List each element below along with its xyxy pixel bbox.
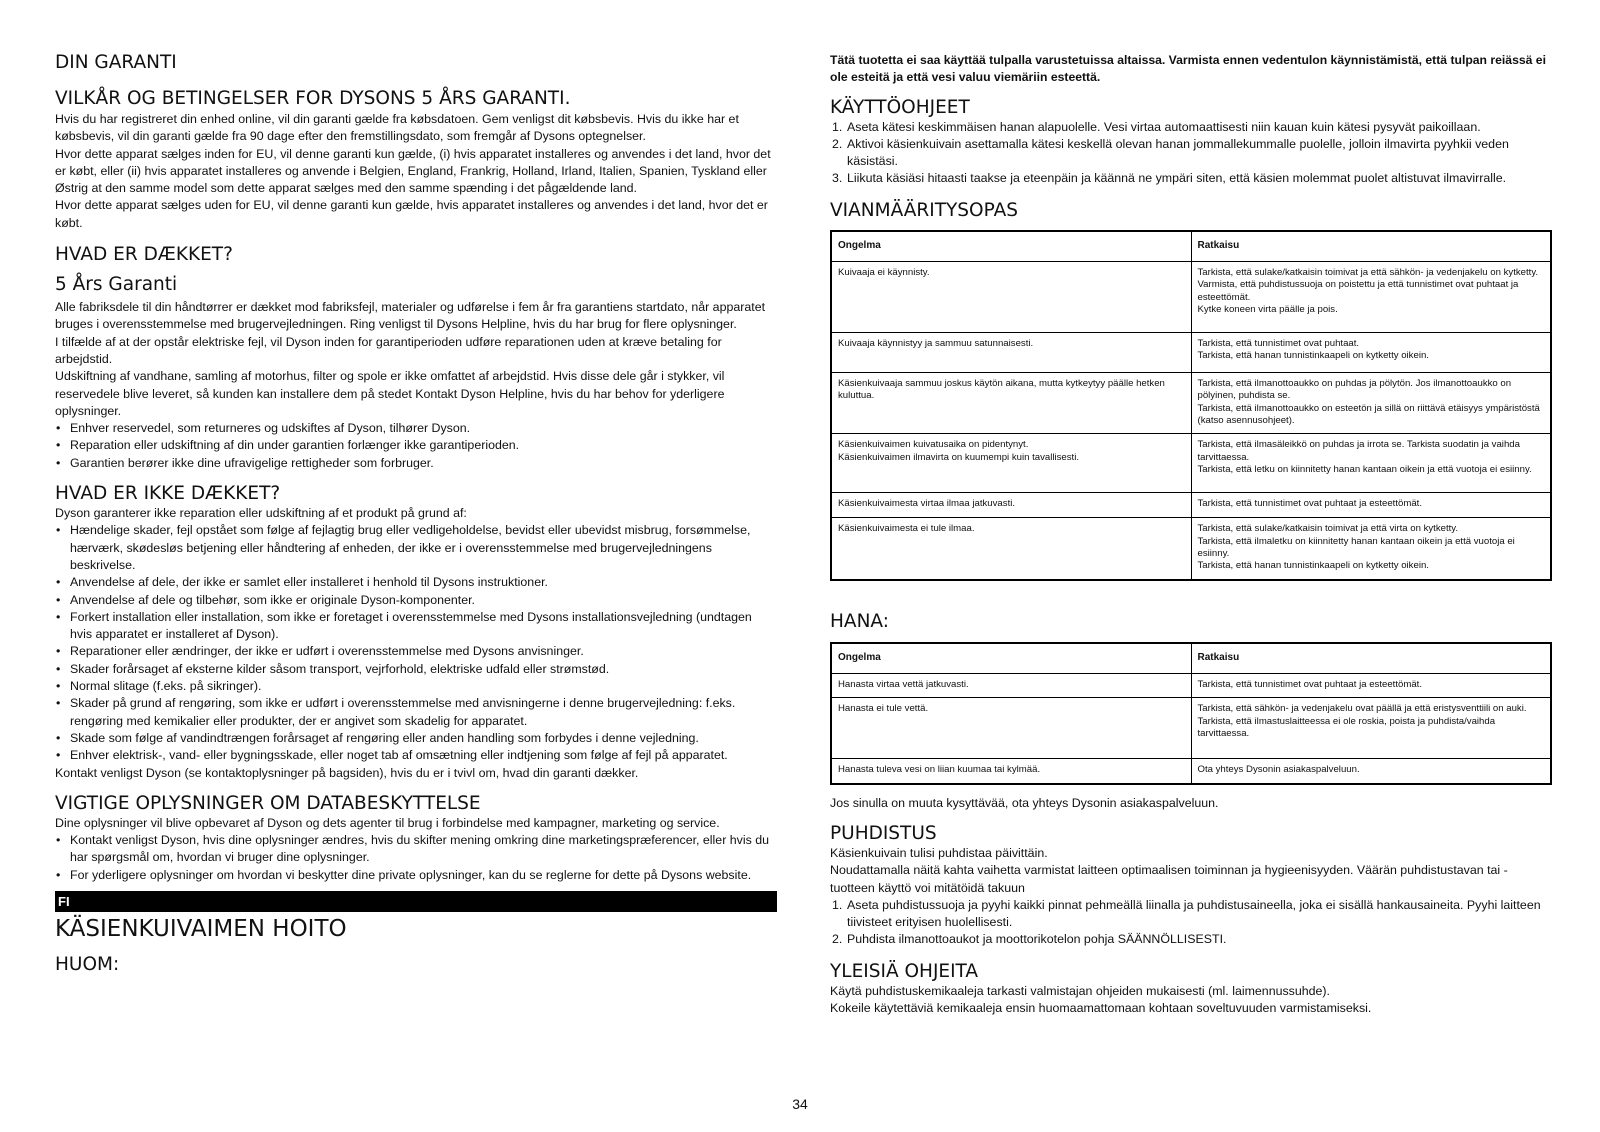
table-row (831, 373, 1551, 434)
header-problem: Ongelma (831, 643, 1191, 674)
not-covered-list (55, 522, 777, 764)
language-bar (55, 891, 777, 912)
table-row (831, 493, 1551, 518)
list-item: • Kontakt venligst Dyson, hvis dine oplysninger ændres, hvis du skifter mening omkring dine marketingspræferencer, eller hvis du har spørgsmål om, hvordan vi bruger dine oplysninger. (55, 832, 777, 867)
header-solution: Ratkaisu (1191, 643, 1551, 674)
usage-title: KÄYTTÖOHJEET (830, 96, 970, 118)
contact-text: Jos sinulla on muuta kysyttävää, ota yhteys Dysonin asiakaspalveluun. (830, 795, 1219, 810)
list-item: 1. Aseta puhdistussuoja ja pyyhi kaikki pinnat pehmeällä liinalla ja puhdistusaineella, joka ei sisällä hankausaineita. Pyyhi laitteen tiivisteet erityisen huolellisesti. (832, 897, 1541, 930)
five-year-title: 5 Års Garanti (55, 274, 178, 296)
list-item: • Reparationer eller ændringer, der ikke er udført i overensstemmelse med Dysons anvisninger. (55, 643, 777, 660)
solution-cell: Ota yhteys Dysonin asiakaspalveluun. (1191, 759, 1551, 784)
not-covered-outro: Kontakt venligst Dyson (se kontaktoplysninger på bagsiden), hvis du er i tvivl om, hvad din garanti dækker. (55, 765, 639, 780)
problem-cell: Hanasta virtaa vettä jatkuvasti. (831, 674, 1191, 698)
cleaning-title: PUHDISTUS (830, 822, 937, 844)
table-row (831, 759, 1551, 784)
list-item: • Enhver elektrisk-, vand- eller bygningsskade, eller noget tab af omsætning eller indtjening som følge af fejl på apparatet. (55, 747, 777, 764)
list-item: • Anvendelse af dele, der ikke er samlet eller installeret i henhold til Dysons instruktioner. (55, 574, 777, 591)
troubleshoot-title: VIANMÄÄRITYSOPAS (830, 199, 1018, 221)
terms-title: VILKÅR OG BETINGELSER FOR DYSONS 5 ÅRS GARANTI. (55, 88, 571, 109)
terms-paragraph-1: Hvis du har registreret din enhed online, vil din garanti gælde fra købsdatoen. Gem venligst dit købsbevis. Hvis du ikke har et købsbevis, vil din garanti gælde fra 90 dage efter den fremstillingsdato, som fremgår af Dysons optegnelser. (55, 112, 739, 144)
problem-cell: Kuivaaja ei käynnisty. (831, 262, 1191, 333)
problem-cell: Hanasta tuleva vesi on liian kuumaa tai kylmää. (831, 759, 1191, 784)
problem-cell: Kuivaaja käynnistyy ja sammuu satunnaisesti. (831, 333, 1191, 373)
table-header-row (831, 643, 1551, 674)
list-item: • Normal slitage (f.eks. på sikringer). (55, 678, 777, 695)
warranty-title: DIN GARANTI (55, 52, 177, 73)
list-item: • Reparation eller udskiftning af din under garantien forlænger ikke garantiperioden. (55, 437, 777, 454)
usage-steps (830, 119, 1552, 188)
right-column (830, 52, 1552, 1017)
solution-cell: Tarkista, että sulake/katkaisin toimivat ja että sähkön- ja vedenjakelu on kytketty. Varmista, että puhdistussuoja on poistettu ja että tunnistimet ovat puhtaat ja esteettömät. Kytke koneen virta päälle ja pois. (1191, 262, 1551, 333)
problem-cell: Hanasta ei tule vettä. (831, 698, 1191, 759)
solution-cell: Tarkista, että ilmanottoaukko on puhdas ja pölytön. Jos ilmanottoaukko on pölyinen, puhdista se. Tarkista, että ilmanottoaukko on esteetön ja sillä on riittävä etäisyys ympäristöstä (katso asennusohjeet). (1191, 373, 1551, 434)
header-problem: Ongelma (831, 231, 1191, 262)
header-solution: Ratkaisu (1191, 231, 1551, 262)
solution-cell: Tarkista, että tunnistimet ovat puhtaat ja esteettömät. (1191, 493, 1551, 518)
list-item: 3. Liikuta käsiäsi hitaasti taakse ja eteenpäin ja käännä ne ympäri siten, että käsien molemmat puolet altistuvat ilmavirralle. (832, 171, 1507, 186)
list-item: • Skade som følge af vandindtrængen forårsaget af rengøring eller anden handling som forbydes i denne vejledning. (55, 730, 777, 747)
page-number: 34 (792, 1096, 808, 1112)
list-item: • Anvendelse af dele og tilbehør, som ikke er originale Dyson-komponenter. (55, 592, 777, 609)
solution-cell: Tarkista, että tunnistimet ovat puhtaat. Tarkista, että hanan tunnistinkaapeli on kytketty oikein. (1191, 333, 1551, 373)
privacy-paragraph: Dine oplysninger vil blive opbevaret af Dyson og dets agenter til brug i forbindelse med kampagner, marketing og service. (55, 815, 720, 830)
table-header-row (831, 231, 1551, 262)
not-covered-title: HVAD ER IKKE DÆKKET? (55, 483, 281, 505)
note-title: HUOM: (55, 953, 120, 975)
tap-title: HANA: (830, 610, 889, 632)
solution-cell: Tarkista, että tunnistimet ovat puhtaat ja esteettömät. (1191, 674, 1551, 698)
language-tag: FI (58, 893, 70, 909)
care-title: KÄSIENKUIVAIMEN HOITO (55, 915, 347, 942)
terms-paragraph-2: Hvor dette apparat sælges inden for EU, vil denne garanti kun gælde, (i) hvis apparatet installeres og anvendes i det land, hvor det er købt, eller (ii) hvis apparatet installeres og anvende i Belgien, England, Frankrig, Holland, Irland, Italien, Spanien, Tyskland eller Østrig at den samme model som dette apparat sælges med den samme spænding i det pågældende land. (55, 146, 771, 196)
list-item: • Skader forårsaget af eksterne kilder såsom transport, vejrforhold, elektriske udfald eller strømstød. (55, 661, 777, 678)
tap-troubleshoot-table (830, 642, 1552, 785)
cleaning-paragraph-1: Käsienkuivain tulisi puhdistaa päivittäin. (830, 845, 1048, 860)
list-item: • Hændelige skader, fejl opstået som følge af fejlagtig brug eller vedligeholdelse, bevidst eller ubevidst misbrug, forsømmelse, hærværk, skødesløs betjening eller håndtering af enheden, der ikke er i overensstemmelse med brugervejledningens beskrivelse. (55, 522, 777, 574)
list-item: 1. Aseta kätesi keskimmäisen hanan alapuolelle. Vesi virtaa automaattisesti niin kauan kuin kätesi pysyvät paikoillaan. (832, 119, 1481, 134)
general-title: YLEISIÄ OHJEITA (830, 960, 979, 982)
table-row (831, 698, 1551, 759)
table-row (831, 674, 1551, 698)
problem-cell: Käsienkuivaaja sammuu joskus käytön aikana, mutta kytkeytyy päälle hetken kuluttua. (831, 373, 1191, 434)
list-item: • Skader på grund af rengøring, som ikke er udført i overensstemmelse med anvisningerne i denne brugervejledning: f.eks. rengøring med kemikalier eller produkter, der er angivet som skadelig for apparatet. (55, 695, 777, 730)
list-item: • Garantien berører ikke dine ufravigelige rettigheder som forbruger. (55, 455, 777, 472)
general-paragraph-1: Käytä puhdistuskemikaaleja tarkasti valmistajan ohjeiden mukaisesti (ml. laimennussuhde). (830, 983, 1330, 998)
table-row (831, 262, 1551, 333)
cleaning-steps (830, 897, 1552, 949)
list-item: • For yderligere oplysninger om hvordan vi beskytter dine private oplysninger, kan du se reglerne for dette på Dysons website. (55, 867, 777, 884)
privacy-title: VIGTIGE OPLYSNINGER OM DATABESKYTTELSE (55, 792, 481, 814)
list-item: 2. Puhdista ilmanottoaukot ja moottorikotelon pohja SÄÄNNÖLLISESTI. (832, 932, 1227, 947)
list-item: • Enhver reservedel, som returneres og udskiftes af Dyson, tilhører Dyson. (55, 420, 777, 437)
left-column (55, 52, 777, 976)
list-item: 2. Aktivoi käsienkuivain asettamalla kätesi keskellä olevan hanan jommallekummalle puolelle, jolloin ilmavirta pyyhkii veden käsistäsi. (832, 136, 1509, 169)
problem-cell: Käsienkuivaimesta ei tule ilmaa. (831, 518, 1191, 580)
not-covered-intro: Dyson garanterer ikke reparation eller udskiftning af et produkt på grund af: (55, 506, 467, 521)
solution-cell: Tarkista, että sähkön- ja vedenjakelu ovat päällä ja että eristysventtiili on auki. Tarkista, että ilmastuslaitteessa ei ole roskia, poista ja puhdista/vaihda tarvittaessa. (1191, 698, 1551, 759)
list-item: • Forkert installation eller installation, som ikke er foretaget i overensstemmelse med Dysons installationsvejledning (undtagen hvis apparatet er installeret af Dyson). (55, 609, 777, 644)
problem-cell: Käsienkuivaimesta virtaa ilmaa jatkuvasti. (831, 493, 1191, 518)
table-row (831, 518, 1551, 580)
cleaning-paragraph-2: Noudattamalla näitä kahta vaihetta varmistat laitteen optimaalisen toiminnan ja hygieenisyyden. Väärän puhdistustavan tai -tuotteen käyttö voi mitätöidä takuun (830, 863, 1508, 895)
terms-paragraph-3: Hvor dette apparat sælges uden for EU, vil denne garanti kun gælde, hvis apparatet installeres og anvendes i det land, hvor det er købt. (55, 198, 768, 230)
general-paragraph-2: Kokeile käytettäviä kemikaaleja ensin huomaamattomaan kohtaan soveltuvuuden varmistamiseksi. (830, 1001, 1372, 1016)
note-text: Tätä tuotetta ei saa käyttää tulpalla varustetuissa altaissa. Varmista ennen vedentulon käynnistämistä, että tulpan reiässä ei ole esteitä ja että vesi valuu viemäriin esteettä. (830, 53, 1546, 85)
problem-cell: Käsienkuivaimen kuivatusaika on pidentynyt. Käsienkuivaimen ilmavirta on kuumempi kuin tavallisesti. (831, 434, 1191, 493)
table-row (831, 434, 1551, 493)
solution-cell: Tarkista, että sulake/katkaisin toimivat ja että virta on kytketty. Tarkista, että ilmaletku on kiinnitetty hanan kantaan oikein ja että vuotoja ei esiinny. Tarkista, että hanan tunnistinkaapeli on kytketty oikein. (1191, 518, 1551, 580)
privacy-list (55, 832, 777, 884)
covered-paragraph-3: Udskiftning af vandhane, samling af motorhus, filter og spole er ikke omfattet af arbejdstid. Hvis disse dele går i stykker, vil reservedele blive leveret, så kunden kan installere dem på stedet Kontakt Dyson Helpline, hvis du har behov for yderligere oplysninger. (55, 369, 725, 418)
covered-paragraph-2: I tilfælde af at der opstår elektriske fejl, vil Dyson inden for garantiperioden udføre reparationen uden at kræve betaling for arbejdstid. (55, 334, 722, 366)
covered-title: HVAD ER DÆKKET? (55, 244, 233, 266)
covered-paragraph-1: Alle fabriksdele til din håndtørrer er dækket mod fabriksfejl, materialer og udførelse i fem år fra garantiens startdato, når apparatet bruges i overensstemmelse med brugervejledningen. Ring venligst til Dysons Helpline, hvis du har brug for flere oplysninger. (55, 300, 766, 332)
dryer-troubleshoot-table (830, 230, 1552, 581)
table-row (831, 333, 1551, 373)
covered-list (55, 420, 777, 472)
solution-cell: Tarkista, että ilmasäleikkö on puhdas ja irrota se. Tarkista suodatin ja vaihda tarvittaessa. Tarkista, että letku on kiinnitetty hanan kantaan oikein ja että vuotoja ei esiinny. (1191, 434, 1551, 493)
